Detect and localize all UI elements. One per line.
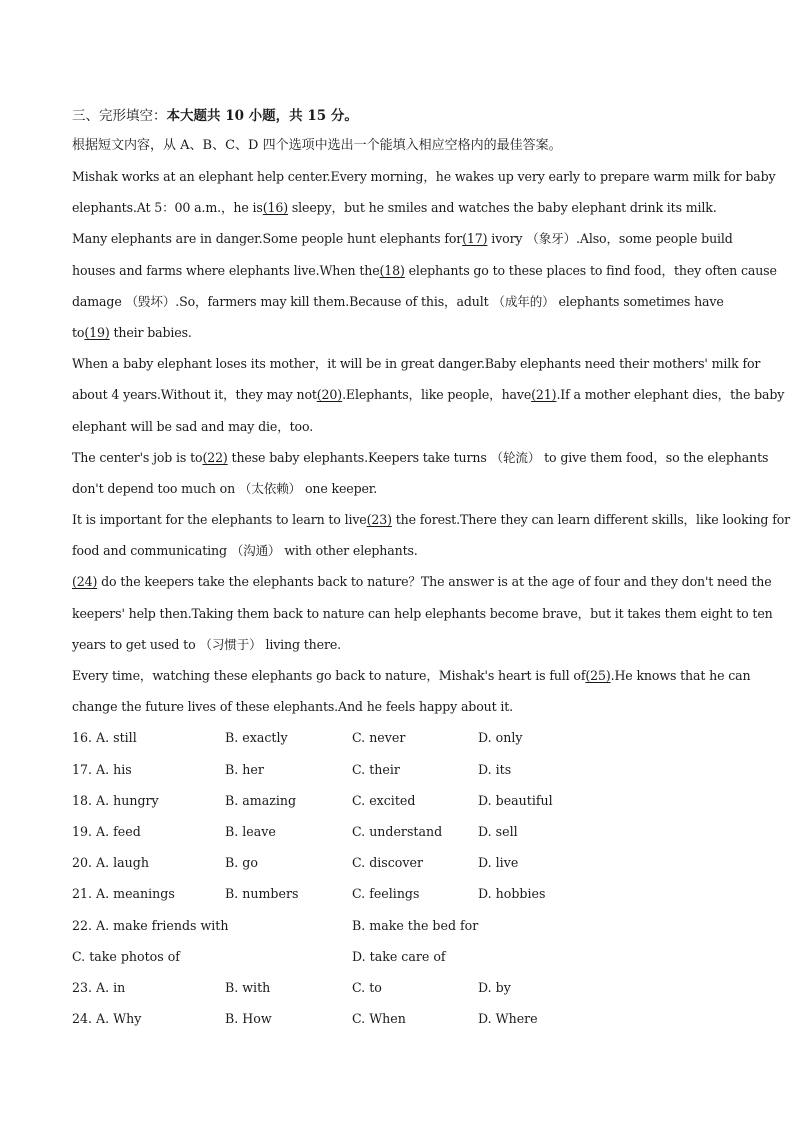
option-item: C. never [352,730,406,746]
passage-text: Mishak works at an elephant help center.Every morning，he wakes up very early to prepare warm milk for baby [72,169,776,184]
option-item: 19. A. feed [72,823,141,839]
option-row [72,847,732,878]
passage-text: Many elephants are in danger.Some people hunt elephants for [72,231,463,247]
option-item: 18. A. hungry [72,792,159,808]
option-row [72,785,732,816]
passage-line [72,535,732,566]
blank-marker: (20) [316,387,343,403]
passage-text: change the future lives of these elephants.And he feels happy about it. [72,699,514,715]
passage-text: years to get used to （习惯于） living there. [72,636,341,652]
passage-line [72,411,732,442]
passage-line [72,473,732,504]
option-item: C. their [352,761,400,777]
passage-line [72,286,732,317]
passage-line [72,691,732,722]
option-item: 20. A. laugh [72,855,149,871]
passage [72,161,791,722]
passage-line [72,379,785,410]
passage-text: these baby elephants.Keepers take turns （轮流） to give them food，so the elephants [227,449,769,465]
option-row [72,816,732,847]
passage-text: .He knows that he can [610,668,751,683]
passage-text: elephant will be sad and may die，too. [72,418,314,434]
option-item: B. How [225,1011,272,1027]
option-item: D. live [478,855,519,871]
passage-text: don't depend too much on （太依赖） one keeper. [72,480,378,496]
option-item: B. amazing [225,792,297,808]
option-row [72,941,732,972]
passage-line [72,192,732,223]
option-row [72,754,732,785]
passage-text: damage （毁坏）.So，farmers may kill them.Because of this，adult （成年的） elephants sometimes have [72,293,724,309]
passage-line [72,348,761,379]
option-item: B. her [225,761,264,777]
passage-line [72,317,732,348]
instruction: 根据短文内容，从 A、B、C、D 四个选项中选出一个能填入相应空格内的最佳答案。 [72,138,562,153]
passage-line [72,504,791,535]
passage-line [72,442,769,473]
option-item: D. take care of [352,948,446,964]
option-item: B. make the bed for [352,917,479,933]
option-item: C. excited [352,792,416,808]
option-item: C. understand [352,823,443,839]
passage-text: do the keepers take the elephants back to nature？The answer is at the age of four and they don't need the [97,574,772,590]
option-row [72,722,732,753]
passage-text: .If a mother elephant dies，the baby [556,387,785,403]
passage-text: ivory （象牙）.Also，some people build [487,231,733,247]
passage-text: to [72,324,85,340]
passage-text: .Elephants，like people，have [342,387,532,403]
passage-line [72,255,777,286]
option-row [72,910,732,941]
option-row [72,1003,732,1034]
blank-marker: (24) [72,574,98,590]
option-item: B. exactly [225,730,288,746]
passage-text: Every time，watching these elephants go back to nature，Mishak's heart is full of [72,668,586,683]
blank-marker: (17) [462,231,488,247]
passage-text: food and communicating （沟通） with other elephants. [72,543,418,559]
blank-marker: (16) [262,200,288,216]
exam-page [72,101,791,1034]
option-item: D. beautiful [478,792,553,808]
passage-text: about 4 years.Without it，they may not [72,387,317,403]
passage-line [72,598,773,629]
option-item: C. feelings [352,886,420,902]
option-item: D. only [478,730,523,746]
option-item: 24. A. Why [72,1011,142,1027]
section-heading [72,101,732,131]
section-bold: 本大题共 10 小题，共 15 分。 [166,108,358,124]
passage-text: The center's job is to [72,449,203,465]
option-item: C. When [352,1011,406,1027]
passage-text: elephants.At 5：00 a.m.，he is [72,200,263,216]
option-item: 23. A. in [72,979,126,995]
passage-text: elephants go to these places to find food，they often cause [404,262,777,278]
option-item: C. take photos of [72,948,180,964]
passage-text: keepers' help then.Taking them back to nature can help elephants become brave，but it takes them eight to ten [72,605,773,621]
passage-text: houses and farms where elephants live.When the [72,262,380,278]
option-item: B. go [225,855,258,871]
section-prefix: 三、完形填空： [72,108,167,124]
passage-text: sleepy，but he smiles and watches the baby elephant drink its milk. [288,200,717,216]
passage-text: When a baby elephant loses its mother，it will be in great danger.Baby elephants need their mothers' milk for [72,356,761,372]
option-item: 22. A. make friends with [72,917,229,933]
option-item: B. leave [225,823,276,839]
option-item: B. numbers [225,886,299,902]
passage-line [72,161,776,192]
option-item: C. to [352,979,382,995]
blank-marker: (19) [84,324,110,340]
options-list [72,722,732,1034]
blank-marker: (18) [379,262,405,278]
passage-text: It is important for the elephants to learn to live [72,512,367,528]
blank-marker: (25) [585,668,611,683]
option-item: C. discover [352,855,423,871]
option-row [72,972,732,1003]
option-item: 21. A. meanings [72,886,175,902]
passage-line [72,223,732,254]
option-item: 16. A. still [72,730,137,746]
blank-marker: (21) [531,387,557,403]
blank-marker: (23) [366,512,392,528]
option-item: D. by [478,979,511,995]
option-item: D. sell [478,823,518,839]
passage-text: their babies. [109,324,192,340]
option-row [72,878,732,909]
blank-marker: (22) [202,449,228,465]
option-item: D. hobbies [478,886,546,902]
option-item: D. its [478,761,512,777]
option-item: B. with [225,979,271,995]
passage-line [72,629,732,660]
option-item: 17. A. his [72,761,132,777]
option-item: D. Where [478,1011,538,1027]
passage-line [72,660,751,691]
passage-line [72,566,772,597]
passage-text: the forest.There they can learn different skills，like looking for [391,512,791,528]
